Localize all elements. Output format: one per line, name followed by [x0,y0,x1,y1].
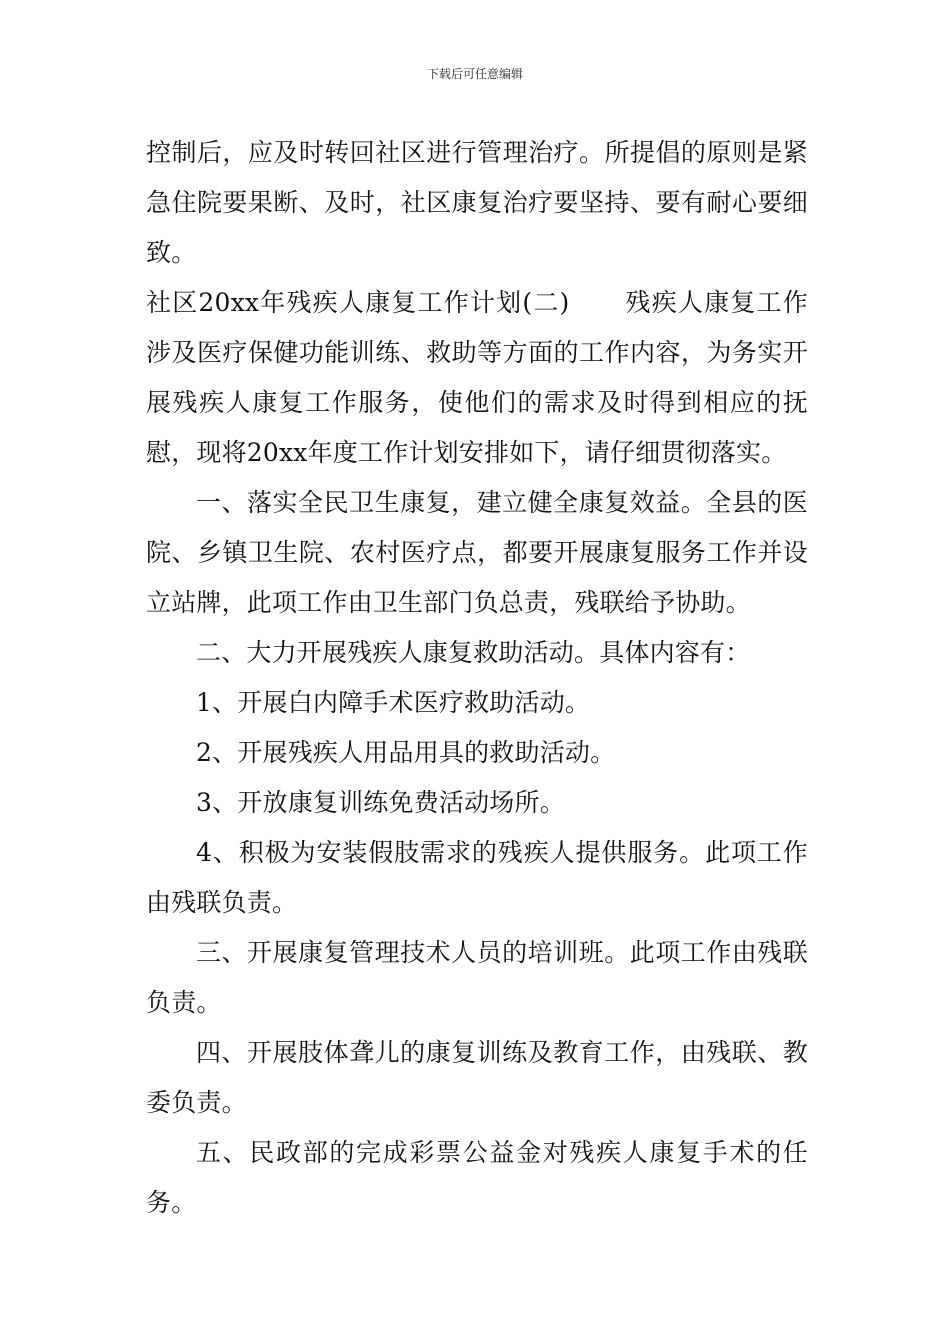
paragraph-item-3: 三、开展康复管理技术人员的培训班。此项工作由残联负责。 [146,938,808,1017]
paragraph-continuation: 控制后，应及时转回社区进行管理治疗。所提倡的原则是紧急住院要果断、及时，社区康复治疗要坚持、要有耐心要细致。 [146,138,808,267]
document-body [146,128,808,1228]
page-header: 下载后可任意编辑 [426,67,523,81]
paragraph-item-4: 四、开展肢体聋儿的康复训练及教育工作，由残联、教委负责。 [146,1038,808,1117]
section-title: 社区20xx年残疾人康复工作计划(二) [146,288,570,317]
paragraph-item-1: 一、落实全民卫生康复，建立健全康复效益。全县的医院、乡镇卫生院、农村医疗点，都要开展康复服务工作并设立站牌，此项工作由卫生部门负总责，残联给予协助。 [146,488,808,617]
list-item-3: 3、开放康复训练免费活动场所。 [196,788,565,817]
list-item-2: 2、开展残疾人用品用具的救助活动。 [196,738,616,767]
list-item-1: 1、开展白内障手术医疗救助活动。 [196,688,591,717]
paragraph-plan-intro [146,278,808,478]
paragraph-item-5: 五、民政部的完成彩票公益金对残疾人康复手术的任务。 [146,1138,808,1217]
paragraph-item-2: 二、大力开展残疾人康复救助活动。具体内容有： [196,638,751,667]
intro-text: 残疾人康复工作涉及医疗保健功能训练、救助等方面的工作内容，为务实开展残疾人康复工作服务，使他们的需求及时得到相应的抚慰，现将20xx年度工作计划安排如下，请仔细贯彻落实。 [146,288,808,467]
list-item-4: 4、积极为安装假肢需求的残疾人提供服务。此项工作由残联负责。 [146,838,808,917]
